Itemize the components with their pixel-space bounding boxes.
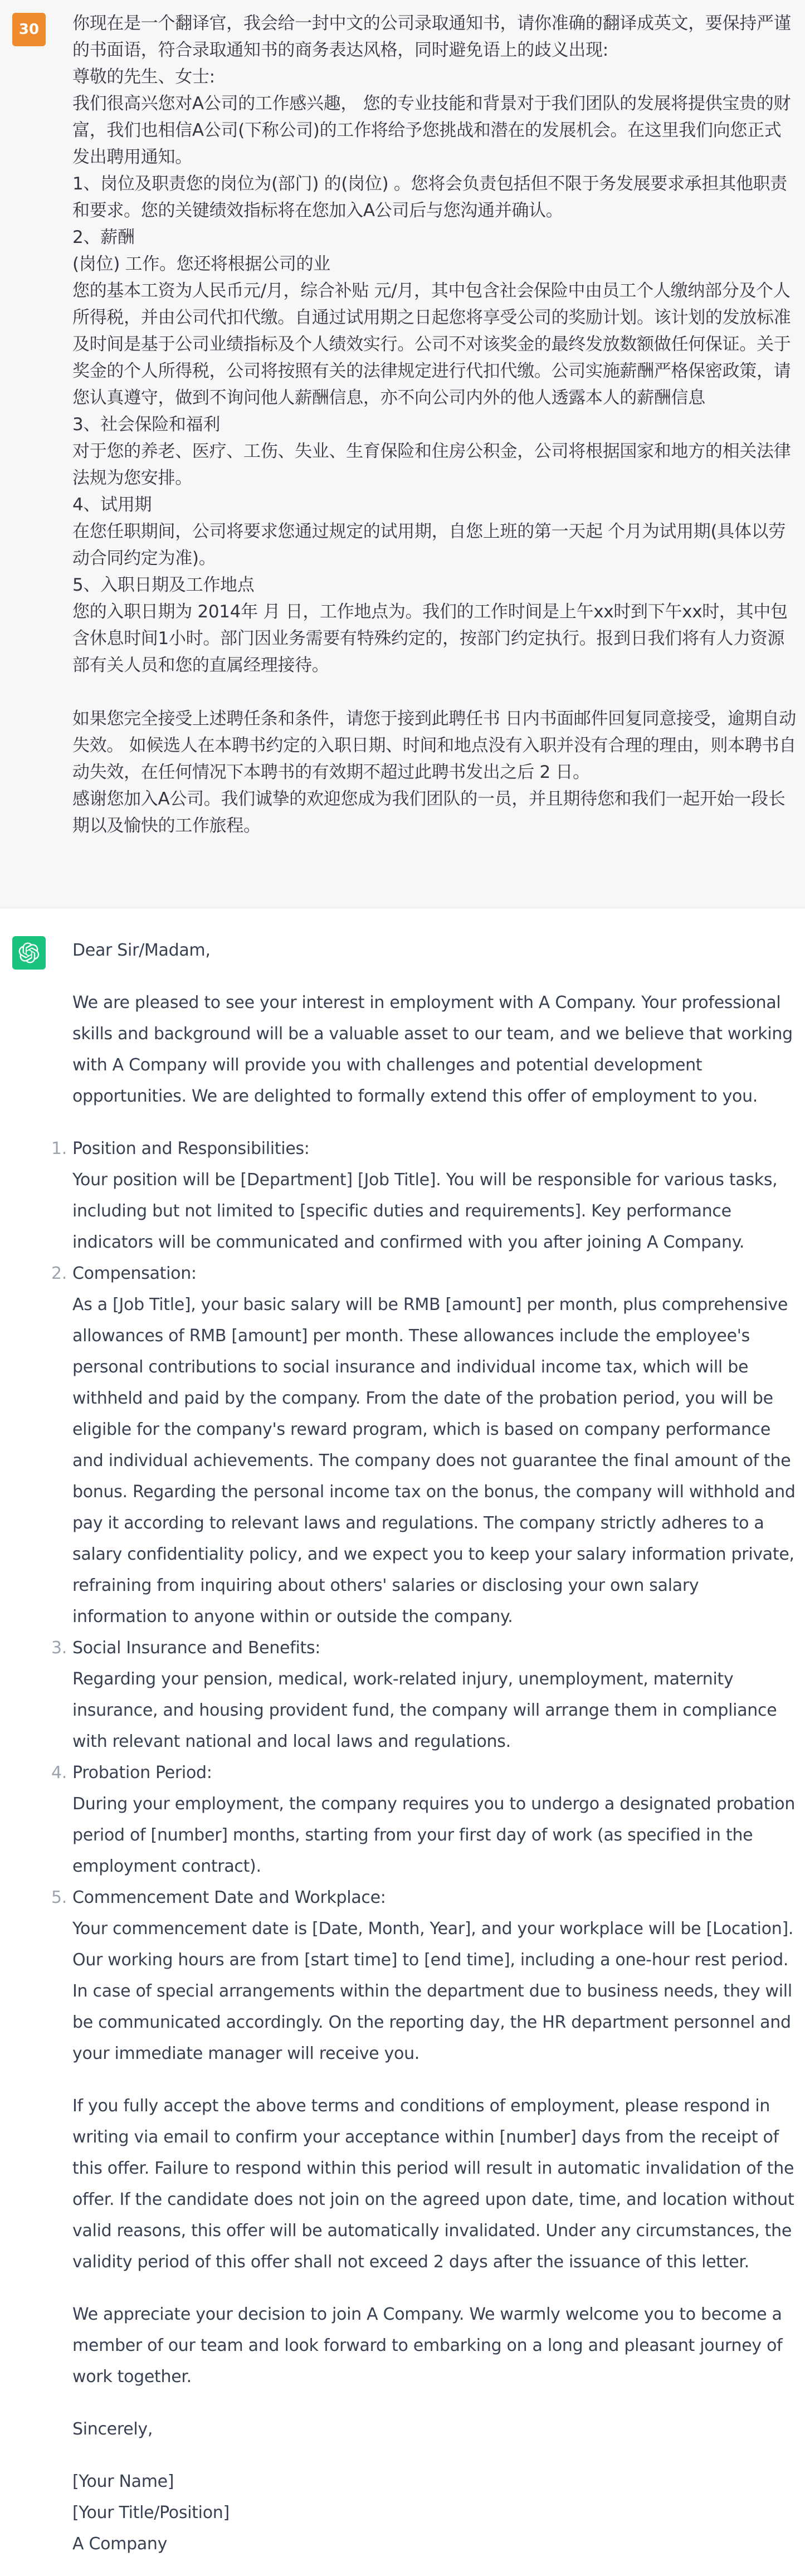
blank-line	[72, 679, 797, 705]
user-line: 5、入职日期及工作地点	[72, 575, 255, 595]
user-line: 4、试用期	[72, 495, 152, 515]
list-item	[51, 1882, 797, 2069]
list-number: 3.	[51, 1638, 67, 1658]
user-line: 尊敬的先生、女士:	[72, 67, 215, 87]
user-line: 我们很高兴您对A公司的工作感兴趣， 您的专业技能和背景对于我们团队的发展将提供宝贵的财富，我们也相信A公司(下称公司)的工作将给予您挑战和潜在的发展机会。在这里我们向您正式发出聘用通知。	[72, 94, 791, 167]
user-line: 在您任职期间，公司将要求您通过规定的试用期，自您上班的第一天起 个月为试用期(具体以劳动合同约定为准)。	[72, 522, 786, 568]
signature-line: [Your Name]	[72, 2472, 174, 2491]
assistant-message-text	[51, 935, 797, 2560]
user-line: (岗位) 工作。您还将根据公司的业	[72, 254, 330, 274]
intro-paragraph: We are pleased to see your interest in employment with A Company. Your professional skills and background will be a valuable asset to our team, and we believe that working with A Company will provide you with challenges and potential development opportunities. We are delighted to formally extend this offer of employment to you.	[72, 993, 793, 1106]
list-item	[51, 1633, 797, 1757]
list-item-body: Your position will be [Department] [Job Title]. You will be responsible for various tasks, including but not limited to [specific duties and requirements]. Key performance indicators will be communicated and confirmed with you after joining A Company.	[72, 1170, 778, 1252]
acceptance-paragraph: If you fully accept the above terms and conditions of employment, please respond in writing via email to confirm your acceptance within [number] days from the receipt of this offer. Failure to respond within this period will result in automatic invalidation of the offer. If the candidate does not join on the agreed upon date, time, and location without valid reasons, this offer will be automatically invalidated. Under any circumstances, the validity period of this offer shall not exceed 2 days after the issuance of this letter.	[72, 2096, 794, 2272]
user-line: 您的入职日期为 2014年 月 日，工作地点为。我们的工作时间是上午xx时到下午xx时，其中包含休息时间1小时。部门因业务需要有特殊约定的，按部门约定执行。报到日我们将有人力资源部有关人员和您的直属经理接待。	[72, 602, 788, 675]
list-item-body: Your commencement date is [Date, Month, Year], and your workplace will be [Location]. Our working hours are from [start time] to [end time], including a one-hour rest period. In case of special arrangements within the department due to business needs, they will be communicated accordingly. On the reporting day, the HR department personnel and your immediate manager will receive you.	[72, 1919, 794, 2063]
openai-logo-icon	[12, 936, 46, 970]
user-avatar	[12, 13, 46, 46]
user-line: 你现在是一个翻译官，我会给一封中文的公司录取通知书，请你准确的翻译成英文，要保持严谨的书面语，符合录取通知书的商务表达风格，同时避免语上的歧义出现:	[72, 13, 791, 60]
user-line: 如果您完全接受上述聘任条和条件，请您于接到此聘任书 日内书面邮件回复同意接受，逾期自动失效。 如候选人在本聘书约定的入职日期、时间和地点没有入职并没有合理的理由，则本聘书自动失效，在任何情况下本聘书的有效期不超过此聘书发出之后 2 日。	[72, 709, 796, 782]
list-item-body: During your employment, the company requires you to undergo a designated probation period of [number] months, starting from your first day of work (as specified in the employment contract).	[72, 1794, 796, 1876]
greeting: Dear Sir/Madam,	[72, 941, 211, 960]
user-message-text	[72, 10, 797, 839]
sincerely: Sincerely,	[72, 2419, 153, 2439]
user-avatar-label: 30	[18, 21, 40, 38]
list-item-body: Regarding your pension, medical, work-related injury, unemployment, maternity insurance, and housing provident fund, the company will arrange them in compliance with relevant national and local laws and regulations.	[72, 1669, 777, 1751]
user-line: 您的基本工资为人民币元/月，综合补贴 元/月，其中包含社会保险中由员工个人缴纳部分及个人所得税，并由公司代扣代缴。自通过试用期之日起您将享受公司的奖励计划。该计划的发放标准及时间是基于公司业绩指标及个人绩效实行。公司不对该奖金的最终发放数额做任何保证。关于奖金的个人所得税，公司将按照有关的法律规定进行代扣代缴。公司实施薪酬严格保密政策，请您认真遵守，做到不询问他人薪酬信息，亦不向公司内外的他人透露本人的薪酬信息	[72, 281, 791, 408]
list-number: 5.	[51, 1888, 67, 1907]
list-item	[51, 1757, 797, 1882]
list-item-title: Compensation:	[72, 1264, 197, 1283]
closing-paragraph: We appreciate your decision to join A Company. We warmly welcome you to become a member of our team and look forward to embarking on a long and pleasant journey of work together.	[72, 2305, 783, 2387]
assistant-message	[0, 908, 805, 2576]
list-item	[51, 1133, 797, 1258]
user-line: 2、薪酬	[72, 227, 135, 247]
list-item-title: Social Insurance and Benefits:	[72, 1638, 321, 1658]
list-number: 2.	[51, 1264, 67, 1283]
list-number: 1.	[51, 1139, 67, 1158]
list-number: 4.	[51, 1763, 67, 1783]
signature-block	[72, 2466, 797, 2560]
user-line: 对于您的养老、医疗、工伤、失业、生育保险和住房公积金，公司将根据国家和地方的相关法律法规为您安排。	[72, 441, 791, 488]
user-line: 1、岗位及职责您的岗位为(部门) 的(岗位) 。您将会负责包括但不限于务发展要求承担其他职责和要求。您的关键绩效指标将在您加入A公司后与您沟通并确认。	[72, 174, 788, 221]
user-line: 感谢您加入A公司。我们诚挚的欢迎您成为我们团队的一员，并且期待您和我们一起开始一段长期以及愉快的工作旅程。	[72, 789, 786, 836]
signature-line: A Company	[72, 2534, 168, 2554]
terms-list	[51, 1133, 797, 2069]
signature-line: [Your Title/Position]	[72, 2503, 230, 2523]
user-line: 3、社会保险和福利	[72, 415, 221, 435]
list-item-title: Probation Period:	[72, 1763, 212, 1783]
list-item-title: Commencement Date and Workplace:	[72, 1888, 386, 1907]
list-item	[51, 1258, 797, 1633]
list-item-title: Position and Responsibilities:	[72, 1139, 310, 1158]
list-item-body: As a [Job Title], your basic salary will be RMB [amount] per month, plus comprehensive allowances of RMB [amount] per month. These allowances include the employee's personal contributions to social insurance and individual income tax, which will be withheld and paid by the company. From the date of the probation period, you will be eligible for the company's reward program, which is based on company performance and individual achievements. The company does not guarantee the final amount of the bonus. Regarding the personal income tax on the bonus, the company will withhold and pay it according to relevant laws and regulations. The company strictly adheres to a salary confidentiality policy, and we expect you to keep your salary information private, refraining from inquiring about others' salaries or disclosing your own salary information to anyone within or outside the company.	[72, 1295, 796, 1627]
user-message	[0, 0, 805, 908]
